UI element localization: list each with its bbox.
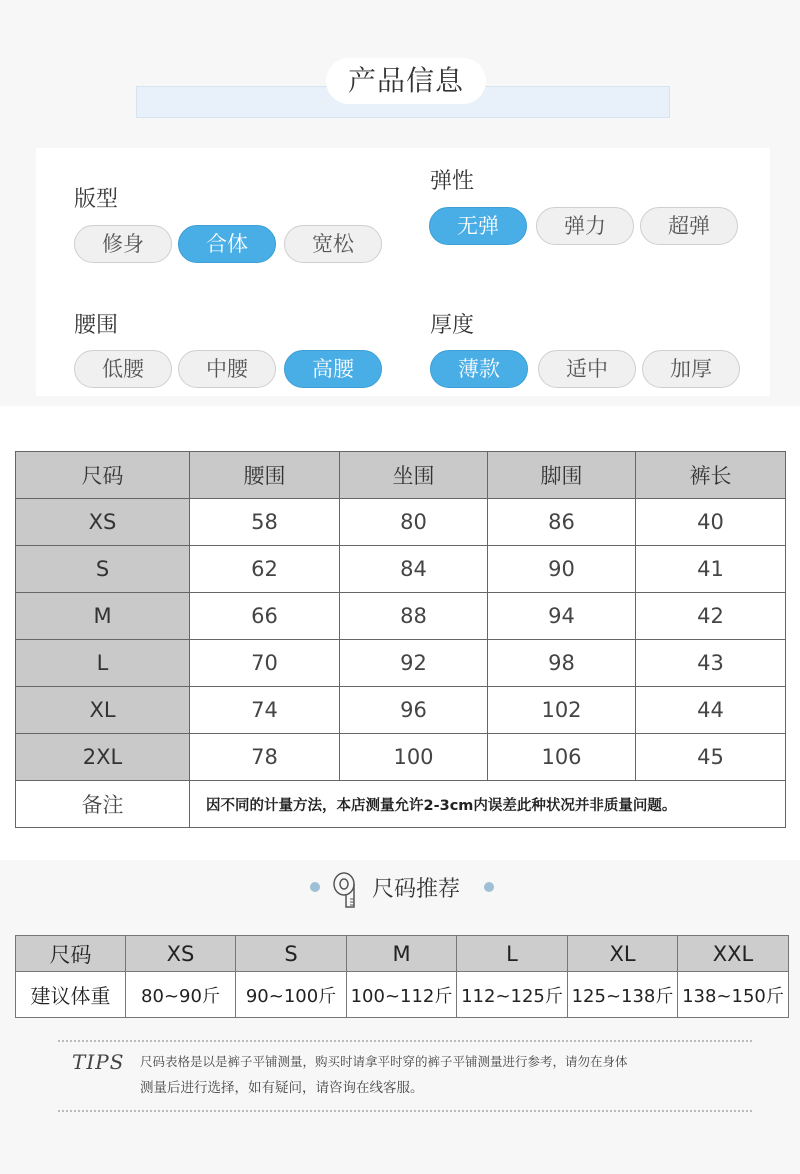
size-table-header xyxy=(16,452,786,499)
value-cell: 98 xyxy=(488,640,636,687)
page-title: 产品信息 xyxy=(326,58,486,104)
size-cell: 2XL xyxy=(16,734,190,781)
header-hip: 坐围 xyxy=(340,452,488,499)
value-cell: 43 xyxy=(636,640,786,687)
note-text: 因不同的计量方法，本店测量允许2-3cm内误差此种状况并非质量问题。 xyxy=(190,781,786,828)
thickness-label: 厚度 xyxy=(430,313,475,338)
value-cell: 74 xyxy=(190,687,340,734)
header-l: L xyxy=(457,936,568,972)
value-cell: 92 xyxy=(340,640,488,687)
table-row xyxy=(16,593,786,640)
note-row xyxy=(16,781,786,828)
weight-cell: 90~100斤 xyxy=(236,972,347,1018)
fit-option-loose[interactable]: 宽松 xyxy=(284,225,382,263)
header-size: 尺码 xyxy=(16,936,126,972)
table-row xyxy=(16,734,786,781)
weight-table xyxy=(15,935,789,1018)
header-size: 尺码 xyxy=(16,452,190,499)
size-cell: S xyxy=(16,546,190,593)
table-row xyxy=(16,687,786,734)
value-cell: 90 xyxy=(488,546,636,593)
header-s: S xyxy=(236,936,347,972)
thickness-option-thin[interactable]: 薄款 xyxy=(430,350,528,388)
value-cell: 100 xyxy=(340,734,488,781)
thickness-option-thick[interactable]: 加厚 xyxy=(642,350,740,388)
value-cell: 62 xyxy=(190,546,340,593)
header-hem: 脚围 xyxy=(488,452,636,499)
table-row xyxy=(16,499,786,546)
table-row xyxy=(16,546,786,593)
elasticity-option-super[interactable]: 超弹 xyxy=(640,207,738,245)
header-xl: XL xyxy=(568,936,678,972)
bullet-dot-left xyxy=(310,882,320,892)
weight-table-header xyxy=(16,936,789,972)
weight-row-label: 建议体重 xyxy=(16,972,126,1018)
recommend-title: 尺码推荐 xyxy=(372,877,461,902)
elasticity-option-stretch[interactable]: 弹力 xyxy=(536,207,634,245)
fit-option-regular[interactable]: 合体 xyxy=(178,225,276,263)
thickness-option-medium[interactable]: 适中 xyxy=(538,350,636,388)
header-xs: XS xyxy=(126,936,236,972)
tips-label: TIPS xyxy=(72,1050,125,1074)
tips-box xyxy=(58,1040,752,1112)
value-cell: 41 xyxy=(636,546,786,593)
measuring-tape-icon xyxy=(332,870,360,908)
weight-cell: 138~150斤 xyxy=(678,972,789,1018)
value-cell: 66 xyxy=(190,593,340,640)
size-table xyxy=(15,451,786,828)
waist-option-mid[interactable]: 中腰 xyxy=(178,350,276,388)
value-cell: 88 xyxy=(340,593,488,640)
tips-line-2: 测量后进行选择，如有疑问，请咨询在线客服。 xyxy=(140,1080,424,1096)
size-cell: XS xyxy=(16,499,190,546)
value-cell: 70 xyxy=(190,640,340,687)
table-row xyxy=(16,640,786,687)
header-xxl: XXL xyxy=(678,936,789,972)
fit-label: 版型 xyxy=(74,187,119,212)
size-cell: M xyxy=(16,593,190,640)
header-length: 裤长 xyxy=(636,452,786,499)
recommend-heading xyxy=(300,870,500,906)
waist-label: 腰围 xyxy=(74,313,119,338)
value-cell: 45 xyxy=(636,734,786,781)
weight-cell: 125~138斤 xyxy=(568,972,678,1018)
value-cell: 80 xyxy=(340,499,488,546)
elasticity-label: 弹性 xyxy=(430,169,475,194)
attribute-panel xyxy=(36,148,770,396)
value-cell: 102 xyxy=(488,687,636,734)
value-cell: 106 xyxy=(488,734,636,781)
weight-row xyxy=(16,972,789,1018)
value-cell: 44 xyxy=(636,687,786,734)
value-cell: 78 xyxy=(190,734,340,781)
weight-cell: 80~90斤 xyxy=(126,972,236,1018)
size-cell: L xyxy=(16,640,190,687)
waist-option-low[interactable]: 低腰 xyxy=(74,350,172,388)
waist-option-high[interactable]: 高腰 xyxy=(284,350,382,388)
size-cell: XL xyxy=(16,687,190,734)
value-cell: 42 xyxy=(636,593,786,640)
fit-option-slim[interactable]: 修身 xyxy=(74,225,172,263)
value-cell: 94 xyxy=(488,593,636,640)
note-label: 备注 xyxy=(16,781,190,828)
tips-line-1: 尺码表格是以是裤子平铺测量，购买时请拿平时穿的裤子平铺测量进行参考，请勿在身体 xyxy=(140,1054,628,1069)
header-m: M xyxy=(347,936,457,972)
value-cell: 96 xyxy=(340,687,488,734)
elasticity-option-none[interactable]: 无弹 xyxy=(429,207,527,245)
header-waist: 腰围 xyxy=(190,452,340,499)
value-cell: 86 xyxy=(488,499,636,546)
value-cell: 58 xyxy=(190,499,340,546)
weight-cell: 100~112斤 xyxy=(347,972,457,1018)
value-cell: 40 xyxy=(636,499,786,546)
value-cell: 84 xyxy=(340,546,488,593)
weight-cell: 112~125斤 xyxy=(457,972,568,1018)
bullet-dot-right xyxy=(484,882,494,892)
